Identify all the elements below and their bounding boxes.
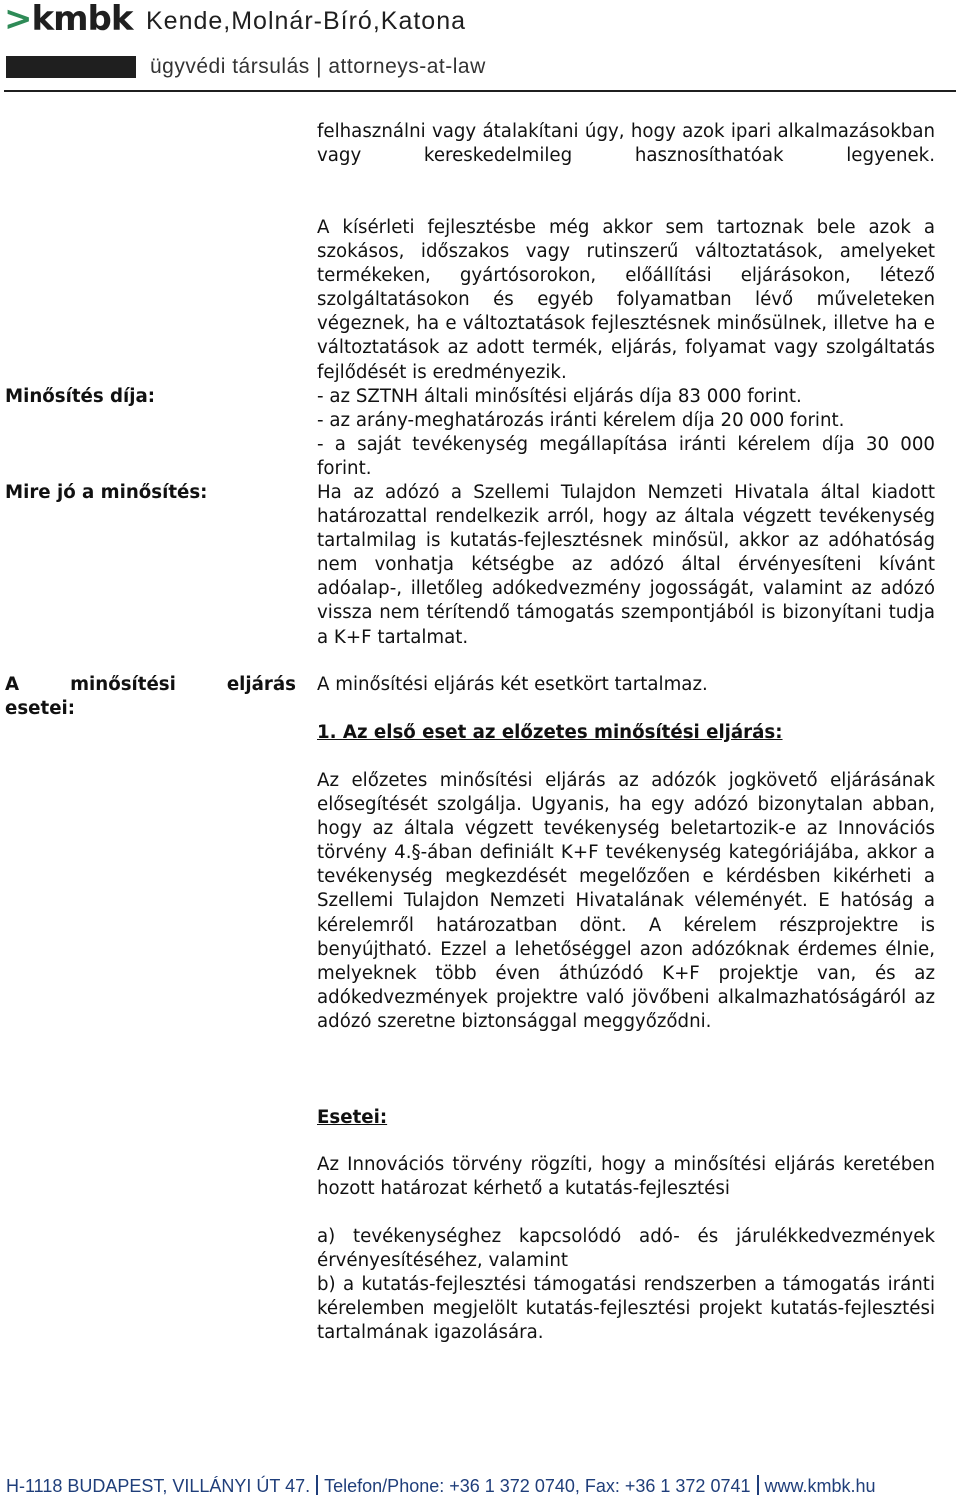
paragraph-experimental-development: A kísérleti fejlesztésbe még akkor sem tartoznak bele azok a szokásos, időszakos vagy rutinszerű változtatások, amelyeket termékeken, gyártósorokon, előállítási eljárásokon, létező szolgáltatásokon és egyéb folyamatban lévő műveleteken végeznek, ha e változtatások fejlesztésnek minősülnek, illetve ha e változtatások az adott termék, eljárás, folyamat vagy szolgáltatás fejlődését is eredményezik. [317,217,935,383]
cases-intro: A minősítési eljárás két esetkört tartalmaz. [317,674,708,695]
label-cases-line-2: esetei: [5,698,76,719]
footer-address: H-1118 BUDAPEST, VILLÁNYI ÚT 47. [6,1476,311,1496]
preliminary-procedure-text: Az előzetes minősítési eljárás az adózók jogkövető eljárásának elősegítését szolgálja. Ugyanis, ha egy adózó bizonytalan abban, hogy az általa végzett tevékenység beletartozik-e az Innovációs törvény 4.§-ában definiált K+F tevékenység kategóriájába, akkor a tevékenység megkezdését megelőzően e kérdésben kikérheti a Szellemi Tulajdon Nemzeti Hivatalának véleményét. E hatóság a kérelemről határozatban dönt. A kérelem részprojektre is benyújtható. Ezzel a lehetőséggel azon adózóknak érdemes élnie, melyeknek több éven áthúzódó K+F projektje van, és az adókedvezmények projektre való jövőbeni alkalmazhatóságáról az adózó szeretne biztonsággal meggyőződni. [317,770,935,1032]
page-footer [6,1474,956,1498]
firm-tagline: ügyvédi társulás | attorneys-at-law [150,55,486,78]
innovation-law-text: Az Innovációs törvény rögzíti, hogy a minősítési eljárás keretében hozott határozat kérhető a kutatás-fejlesztési [317,1154,935,1200]
firm-logo: >kmbk [4,0,133,39]
header-divider [4,90,956,92]
label-fee: Minősítés díja: [5,386,156,407]
label-cases-line-1: A minősítési eljárás [5,674,296,695]
fee-line-1: - az SZTNH általi minősítési eljárás díja 83 000 forint. [317,386,802,407]
footer-website-link[interactable]: www.kmbk.hu [764,1476,876,1496]
footer-phone: Telefon/Phone: +36 1 372 0740, Fax: +36 1 372 0741 [324,1476,751,1496]
heading-cases: Esetei: [317,1107,388,1128]
list-item-a: a) tevékenységhez kapcsolódó adó- és járulékkedvezmények érvényesítéséhez, valamint [317,1226,935,1272]
firm-name: Kende,Molnár-Bíró,Katona [146,7,467,35]
label-purpose: Mire jó a minősítés: [5,482,208,503]
fee-line-2: - az arány-meghatározás iránti kérelem díja 20 000 forint. [317,410,845,431]
list-item-b: b) a kutatás-fejlesztési támogatási rendszerben a támogatás iránti kérelemben megjelölt kutatás-fejlesztési projekt kutatás-fejlesztési tartalmának igazolására. [317,1274,935,1344]
footer-separator [757,1475,759,1495]
purpose-text: Ha az adózó a Szellemi Tulajdon Nemzeti Hivatala által kiadott határozattal rendelkezik arról, hogy az általa végzett tevékenység tartalmilag is kutatás-fejlesztésnek minősül, akkor az adóhatóság nem vonhatja kétségbe az adózó által érvényesíteni kívánt adóalap-, illetőleg adókedvezmény jogosságát, valamint az adózó vissza nem térítendő támogatás szempontjából is bizonyítani tudja a K+F tartalmat. [317,482,935,648]
fee-line-3: - a saját tevékenység megállapítása iránti kérelem díja 30 000 forint. [317,434,935,480]
header-bar [6,56,136,78]
footer-separator [316,1475,318,1495]
heading-preliminary-procedure: 1. Az első eset az előzetes minősítési eljárás: [317,722,783,743]
paragraph-continuation: felhasználni vagy átalakítani úgy, hogy azok ipari alkalmazásokban vagy kereskedelmileg hasznosíthatóak legyenek. [317,121,935,167]
letterhead [0,0,960,96]
